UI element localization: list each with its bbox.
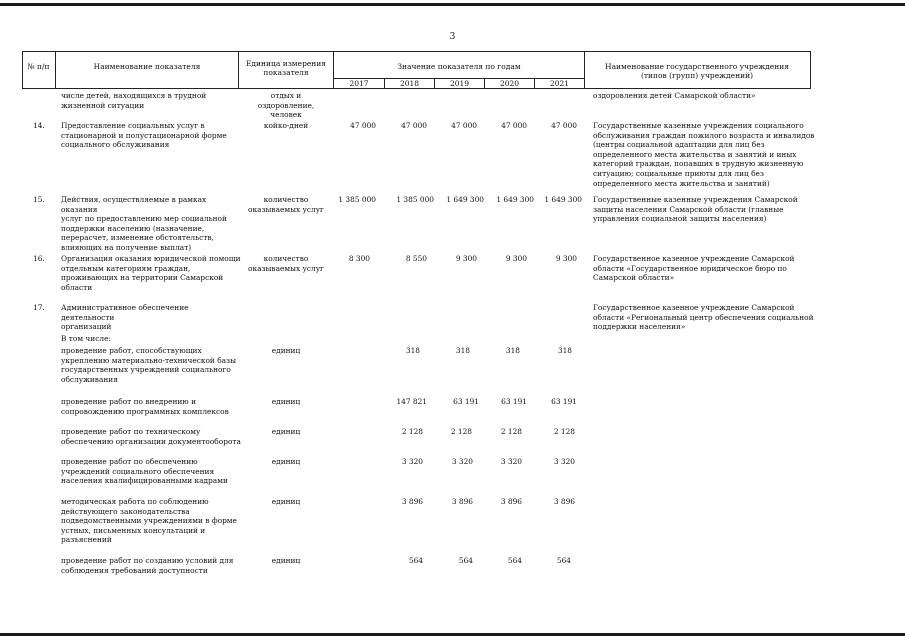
row-num: 16.: [33, 254, 45, 263]
row-value-2018: 318: [405, 346, 420, 355]
header-indicator: Наименование показателя: [93, 62, 201, 71]
row-value-2019: 47 000: [451, 121, 477, 130]
row-value-2020: 47 000: [501, 121, 527, 130]
row-unit: койко-дней: [263, 121, 309, 130]
header-year: 2021: [549, 79, 570, 88]
row-value-2018: 3 896: [401, 497, 423, 506]
row-unit: единиц: [271, 556, 301, 565]
row-unit: отдых и оздоровление, человек: [257, 91, 315, 120]
row-indicator-name: проведение работ по обеспечению учреждений социального обеспечения населения квалифицированными кадрами: [61, 457, 228, 486]
row-institution: Государственное казенное учреждение Самарской области «Государственное юридическое бюро по Самарской области»: [593, 254, 795, 283]
row-indicator-name: проведение работ по техническому обеспечению организации документооборота: [61, 427, 241, 446]
row-unit: единиц: [271, 427, 301, 436]
row-indicator-name: Административное обеспечение деятельности организаций: [61, 303, 189, 332]
row-num: 15.: [33, 195, 45, 204]
row-value-2020: 1 649 300: [496, 195, 534, 204]
row-indicator-name: В том числе:: [61, 334, 111, 343]
row-value-2018: 1 385 000: [396, 195, 434, 204]
row-unit: количество оказываемых услуг: [248, 254, 324, 273]
row-num: 17.: [33, 303, 45, 312]
row-indicator-name: Организация оказания юридической помощи отдельным категориям граждан, проживающих на территории Самарской области: [61, 254, 241, 292]
row-value-2017: 1 385 000: [338, 195, 376, 204]
row-value-2018: 8 550: [405, 254, 427, 263]
row-value-2021: 1 649 300: [544, 195, 582, 204]
row-value-2021: 3 896: [553, 497, 575, 506]
row-value-2019: 9 300: [455, 254, 477, 263]
row-value-2020: 564: [507, 556, 522, 565]
row-institution: Государственное казенное учреждение Самарской области «Региональный центр обеспечения социальной поддержки населения»: [593, 303, 814, 332]
row-institution: Государственные казенные учреждения Самарской защиты населения Самарской области (главные управления социальной защиты населения): [593, 195, 798, 224]
header-institution: Наименование государственного учреждения (типов (групп) учреждений): [605, 62, 789, 80]
row-value-2019: 2 128: [450, 427, 472, 436]
row-value-2020: 318: [505, 346, 520, 355]
row-value-2021: 3 320: [553, 457, 575, 466]
row-value-2017: 47 000: [350, 121, 376, 130]
row-value-2020: 3 896: [500, 497, 522, 506]
row-value-2020: 3 320: [500, 457, 522, 466]
row-value-2019: 3 896: [451, 497, 473, 506]
row-value-2021: 2 128: [553, 427, 575, 436]
row-indicator-name: Действия, осуществляемые в рамках оказания услуг по предоставлению мер социальной поддержки населению (назначение, перерасчет, изменение обстоятельств, влияющих на получение выплат): [61, 195, 227, 252]
header-year: 2017: [349, 79, 369, 88]
row-value-2019: 564: [458, 556, 473, 565]
row-value-2018: 564: [408, 556, 423, 565]
header-year: 2019: [449, 79, 470, 88]
row-unit: единиц: [271, 457, 301, 466]
row-value-2019: 1 649 300: [446, 195, 484, 204]
row-value-2018: 147 821: [396, 397, 427, 406]
row-num: 14.: [33, 121, 45, 130]
row-value-2017: 8 300: [348, 254, 370, 263]
row-indicator-name: Предоставление социальных услуг в стационарной и полустационарной форме социального обслуживания: [61, 121, 227, 150]
header-year: 2018: [399, 79, 420, 88]
header-unit: Единица измерения показателя: [245, 59, 327, 77]
row-value-2020: 9 300: [505, 254, 527, 263]
row-indicator-name: проведение работ по внедрению и сопровождению программных комплексов: [61, 397, 229, 416]
row-value-2021: 63 191: [551, 397, 577, 406]
row-value-2018: 3 320: [401, 457, 423, 466]
row-unit: количество оказываемых услуг: [248, 195, 324, 214]
row-value-2021: 318: [557, 346, 572, 355]
header-year: 2020: [499, 79, 520, 88]
row-indicator-name: методическая работа по соблюдению действующего законодательства подведомственными учреждениями в форме устных, письменных консультаций и разъяснений: [61, 497, 237, 545]
scan-edge-top: [0, 3, 905, 6]
row-indicator-name: проведение работ, способствующих укреплению материально-технической базы государственных учреждений социального обслуживания: [61, 346, 236, 384]
row-value-2021: 564: [556, 556, 571, 565]
row-value-2018: 2 128: [401, 427, 423, 436]
row-value-2021: 47 000: [551, 121, 577, 130]
row-unit: единиц: [271, 397, 301, 406]
row-value-2020: 2 128: [500, 427, 522, 436]
row-value-2020: 63 191: [501, 397, 527, 406]
row-value-2019: 318: [455, 346, 470, 355]
row-value-2018: 47 000: [401, 121, 427, 130]
row-unit: единиц: [271, 497, 301, 506]
row-unit: единиц: [271, 346, 301, 355]
row-institution: Государственные казенные учреждения социального обслуживания граждан пожилого возраста и инвалидов (центры социальной адаптации для лиц без определенного места жительства и занятий и иных категорий граждан, попавших в трудную жизненную ситуацию; социальные приюты для лиц без определенного места жительства и занятий): [593, 121, 815, 188]
row-value-2019: 63 191: [453, 397, 479, 406]
header-num: № п/п: [27, 62, 50, 71]
row-value-2021: 9 300: [555, 254, 577, 263]
header-values-by-year: Значение показателя по годам: [397, 62, 521, 71]
page-number: 3: [449, 32, 456, 42]
row-value-2019: 3 320: [451, 457, 473, 466]
scan-edge-bottom: [0, 633, 905, 636]
row-indicator-name: проведение работ по созданию условий для соблюдения требований доступности: [61, 556, 234, 575]
row-institution: оздоровления детей Самарской области»: [593, 91, 756, 100]
row-indicator-name: числе детей, находящихся в трудной жизненной ситуации: [61, 91, 207, 110]
